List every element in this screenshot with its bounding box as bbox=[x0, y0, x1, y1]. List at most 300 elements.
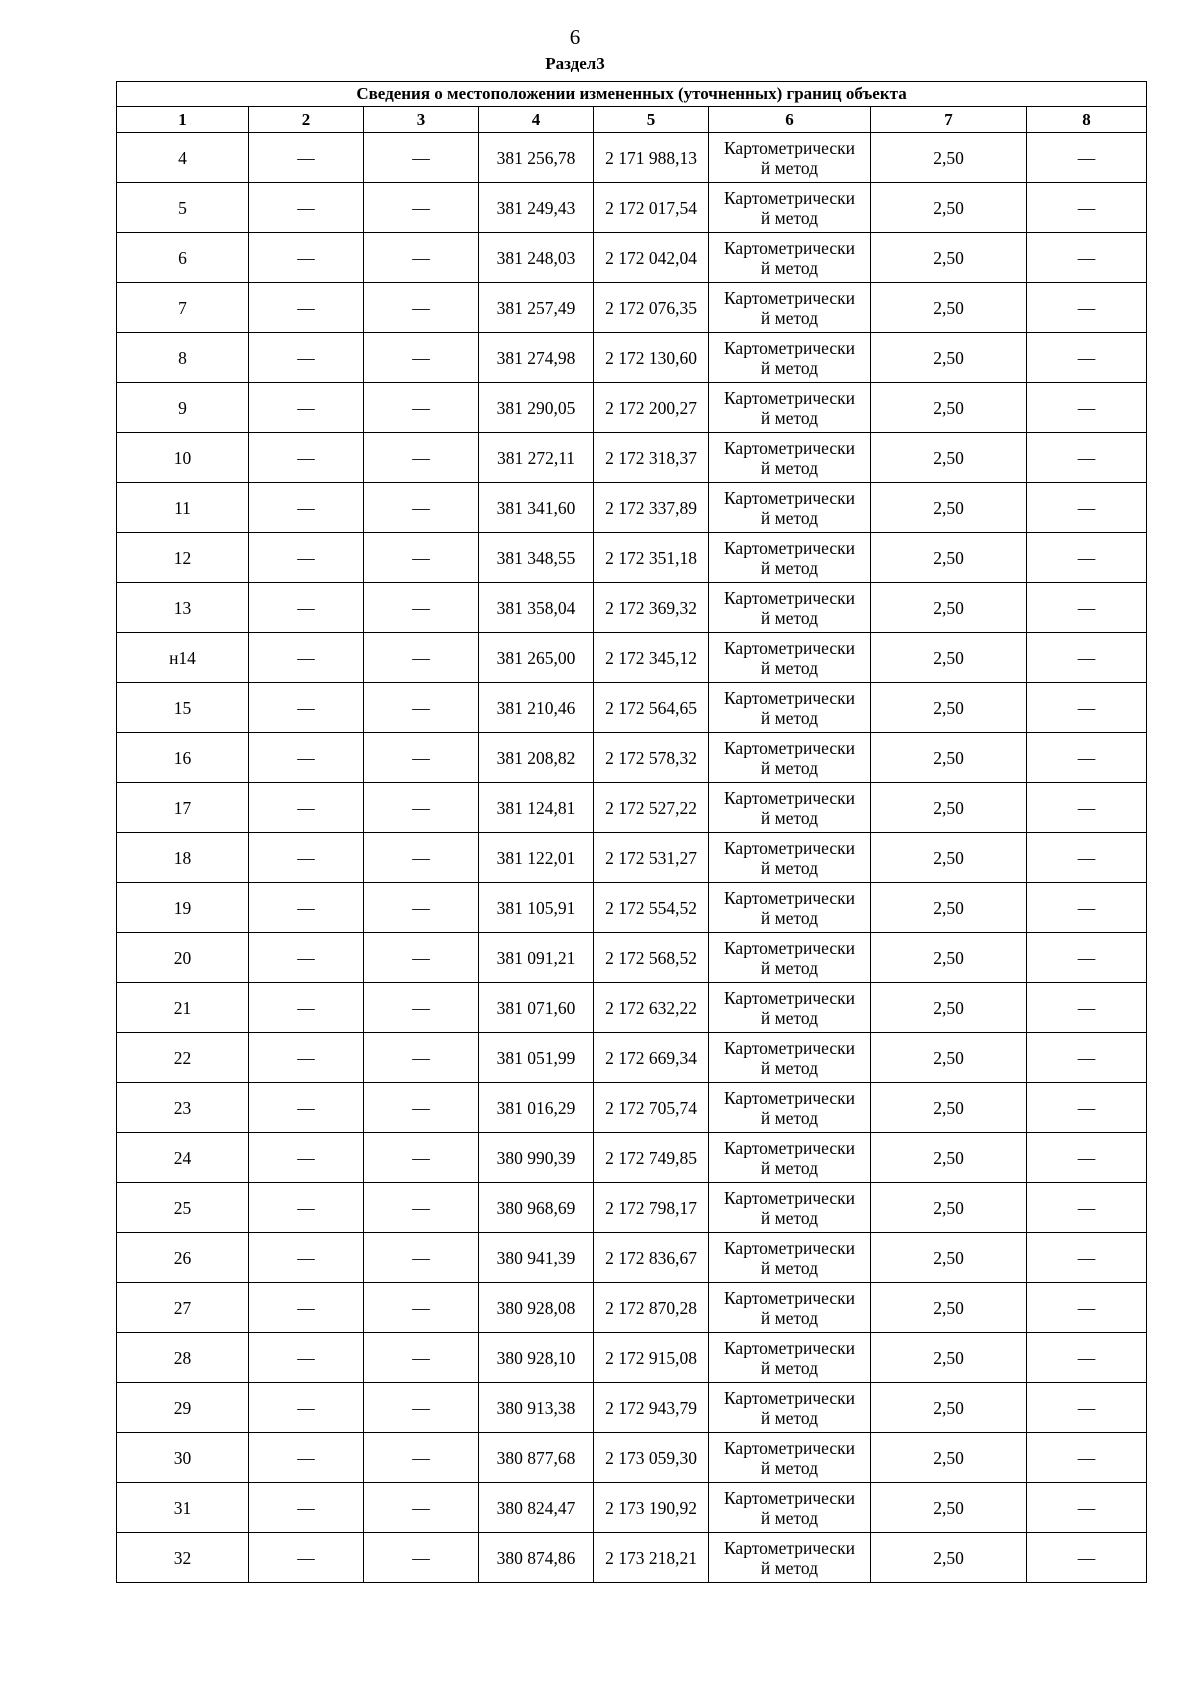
point-number-cell: н14 bbox=[117, 633, 249, 683]
method-line-2: й метод bbox=[760, 557, 819, 578]
col2-cell: — bbox=[249, 333, 364, 383]
col3-cell: — bbox=[364, 283, 479, 333]
point-number-cell: 10 bbox=[117, 433, 249, 483]
table-row bbox=[117, 183, 1147, 233]
coordinate-y-cell: 2 173 190,92 bbox=[594, 1483, 709, 1533]
method-cell bbox=[709, 533, 871, 583]
accuracy-cell: 2,50 bbox=[871, 333, 1027, 383]
method-line-2: й метод bbox=[760, 1307, 819, 1328]
col8-cell: — bbox=[1027, 583, 1147, 633]
accuracy-cell: 2,50 bbox=[871, 733, 1027, 783]
col8-cell: — bbox=[1027, 233, 1147, 283]
point-number-cell: 22 bbox=[117, 1033, 249, 1083]
coordinate-y-cell: 2 172 705,74 bbox=[594, 1083, 709, 1133]
method-line-2: й метод bbox=[760, 1257, 819, 1278]
col3-cell: — bbox=[364, 133, 479, 183]
col3-cell: — bbox=[364, 433, 479, 483]
method-line-1: Картометрически bbox=[723, 837, 856, 858]
point-number-cell: 13 bbox=[117, 583, 249, 633]
table-row bbox=[117, 783, 1147, 833]
col8-cell: — bbox=[1027, 433, 1147, 483]
accuracy-cell: 2,50 bbox=[871, 1033, 1027, 1083]
coordinate-y-cell: 2 172 915,08 bbox=[594, 1333, 709, 1383]
coordinate-y-cell: 2 172 836,67 bbox=[594, 1233, 709, 1283]
coordinate-x-cell: 380 928,10 bbox=[479, 1333, 594, 1383]
method-cell bbox=[709, 1233, 871, 1283]
accuracy-cell: 2,50 bbox=[871, 833, 1027, 883]
accuracy-cell: 2,50 bbox=[871, 1533, 1027, 1583]
col3-cell: — bbox=[364, 883, 479, 933]
col8-cell: — bbox=[1027, 383, 1147, 433]
col8-cell: — bbox=[1027, 283, 1147, 333]
accuracy-cell: 2,50 bbox=[871, 1083, 1027, 1133]
col8-cell: — bbox=[1027, 1233, 1147, 1283]
col8-cell: — bbox=[1027, 783, 1147, 833]
coordinate-y-cell: 2 172 798,17 bbox=[594, 1183, 709, 1233]
col3-cell: — bbox=[364, 233, 479, 283]
accuracy-cell: 2,50 bbox=[871, 383, 1027, 433]
method-cell bbox=[709, 1283, 871, 1333]
table-row bbox=[117, 1333, 1147, 1383]
method-cell bbox=[709, 283, 871, 333]
col3-cell: — bbox=[364, 1333, 479, 1383]
coordinate-y-cell: 2 172 578,32 bbox=[594, 733, 709, 783]
coordinate-y-cell: 2 172 943,79 bbox=[594, 1383, 709, 1433]
col3-cell: — bbox=[364, 1183, 479, 1233]
coordinate-y-cell: 2 172 042,04 bbox=[594, 233, 709, 283]
point-number-cell: 29 bbox=[117, 1383, 249, 1433]
column-number-2: 2 bbox=[249, 107, 364, 133]
method-line-1: Картометрически bbox=[723, 937, 856, 958]
col2-cell: — bbox=[249, 783, 364, 833]
col2-cell: — bbox=[249, 1283, 364, 1333]
coordinate-x-cell: 380 928,08 bbox=[479, 1283, 594, 1333]
accuracy-cell: 2,50 bbox=[871, 1183, 1027, 1233]
column-number-5: 5 bbox=[594, 107, 709, 133]
table-row bbox=[117, 683, 1147, 733]
method-line-2: й метод bbox=[760, 1107, 819, 1128]
col2-cell: — bbox=[249, 733, 364, 783]
method-cell bbox=[709, 1483, 871, 1533]
table-row bbox=[117, 1083, 1147, 1133]
method-cell bbox=[709, 783, 871, 833]
method-line-1: Картометрически bbox=[723, 687, 856, 708]
method-cell bbox=[709, 583, 871, 633]
accuracy-cell: 2,50 bbox=[871, 283, 1027, 333]
coordinate-y-cell: 2 172 632,22 bbox=[594, 983, 709, 1033]
col8-cell: — bbox=[1027, 533, 1147, 583]
col8-cell: — bbox=[1027, 133, 1147, 183]
table-row bbox=[117, 883, 1147, 933]
point-number-cell: 32 bbox=[117, 1533, 249, 1583]
method-cell bbox=[709, 1333, 871, 1383]
method-line-2: й метод bbox=[760, 907, 819, 928]
point-number-cell: 27 bbox=[117, 1283, 249, 1333]
method-line-1: Картометрически bbox=[723, 387, 856, 408]
method-cell bbox=[709, 933, 871, 983]
table-row bbox=[117, 483, 1147, 533]
method-line-1: Картометрически bbox=[723, 1487, 856, 1508]
coordinate-y-cell: 2 173 059,30 bbox=[594, 1433, 709, 1483]
method-cell bbox=[709, 1383, 871, 1433]
method-cell bbox=[709, 683, 871, 733]
accuracy-cell: 2,50 bbox=[871, 783, 1027, 833]
table-row bbox=[117, 233, 1147, 283]
point-number-cell: 21 bbox=[117, 983, 249, 1033]
method-line-1: Картометрически bbox=[723, 1087, 856, 1108]
col2-cell: — bbox=[249, 1133, 364, 1183]
coordinate-x-cell: 381 348,55 bbox=[479, 533, 594, 583]
point-number-cell: 23 bbox=[117, 1083, 249, 1133]
col2-cell: — bbox=[249, 1183, 364, 1233]
col2-cell: — bbox=[249, 483, 364, 533]
method-line-2: й метод bbox=[760, 407, 819, 428]
point-number-cell: 6 bbox=[117, 233, 249, 283]
col8-cell: — bbox=[1027, 1533, 1147, 1583]
col8-cell: — bbox=[1027, 1383, 1147, 1433]
table-row bbox=[117, 733, 1147, 783]
table-row bbox=[117, 1483, 1147, 1533]
table-row bbox=[117, 1233, 1147, 1283]
col8-cell: — bbox=[1027, 833, 1147, 883]
method-line-2: й метод bbox=[760, 1507, 819, 1528]
method-line-2: й метод bbox=[760, 957, 819, 978]
coordinate-y-cell: 2 172 531,27 bbox=[594, 833, 709, 883]
coordinate-y-cell: 2 172 749,85 bbox=[594, 1133, 709, 1183]
method-line-1: Картометрически bbox=[723, 987, 856, 1008]
method-line-1: Картометрически bbox=[723, 887, 856, 908]
col2-cell: — bbox=[249, 383, 364, 433]
coordinate-x-cell: 381 071,60 bbox=[479, 983, 594, 1033]
col3-cell: — bbox=[364, 1133, 479, 1183]
column-number-4: 4 bbox=[479, 107, 594, 133]
point-number-cell: 26 bbox=[117, 1233, 249, 1283]
point-number-cell: 18 bbox=[117, 833, 249, 883]
table-row bbox=[117, 1533, 1147, 1583]
point-number-cell: 17 bbox=[117, 783, 249, 833]
method-line-1: Картометрически bbox=[723, 237, 856, 258]
col3-cell: — bbox=[364, 1283, 479, 1333]
table-caption: Сведения о местоположении измененных (уточненных) границ объекта bbox=[117, 82, 1147, 107]
coordinate-y-cell: 2 172 669,34 bbox=[594, 1033, 709, 1083]
boundary-coordinates-table bbox=[116, 81, 1147, 1583]
table-row bbox=[117, 633, 1147, 683]
point-number-cell: 31 bbox=[117, 1483, 249, 1533]
method-line-1: Картометрически bbox=[723, 137, 856, 158]
method-line-1: Картометрически bbox=[723, 337, 856, 358]
method-cell bbox=[709, 483, 871, 533]
method-line-1: Картометрически bbox=[723, 1237, 856, 1258]
method-cell bbox=[709, 633, 871, 683]
accuracy-cell: 2,50 bbox=[871, 583, 1027, 633]
method-cell bbox=[709, 333, 871, 383]
col2-cell: — bbox=[249, 833, 364, 883]
page-number: 6 bbox=[569, 25, 581, 49]
point-number-cell: 24 bbox=[117, 1133, 249, 1183]
col2-cell: — bbox=[249, 1483, 364, 1533]
coordinate-x-cell: 381 122,01 bbox=[479, 833, 594, 883]
col8-cell: — bbox=[1027, 1183, 1147, 1233]
coordinate-x-cell: 381 248,03 bbox=[479, 233, 594, 283]
method-line-1: Картометрически bbox=[723, 737, 856, 758]
method-line-2: й метод bbox=[760, 257, 819, 278]
method-line-1: Картометрически bbox=[723, 1387, 856, 1408]
method-cell bbox=[709, 883, 871, 933]
accuracy-cell: 2,50 bbox=[871, 1283, 1027, 1333]
col2-cell: — bbox=[249, 133, 364, 183]
method-line-1: Картометрически bbox=[723, 1137, 856, 1158]
table-row bbox=[117, 833, 1147, 883]
table-row bbox=[117, 933, 1147, 983]
coordinate-x-cell: 380 874,86 bbox=[479, 1533, 594, 1583]
method-line-2: й метод bbox=[760, 807, 819, 828]
method-cell bbox=[709, 1533, 871, 1583]
method-line-1: Картометрически bbox=[723, 487, 856, 508]
table-row bbox=[117, 433, 1147, 483]
coordinate-x-cell: 380 990,39 bbox=[479, 1133, 594, 1183]
accuracy-cell: 2,50 bbox=[871, 483, 1027, 533]
coordinate-x-cell: 381 091,21 bbox=[479, 933, 594, 983]
col3-cell: — bbox=[364, 933, 479, 983]
col8-cell: — bbox=[1027, 1333, 1147, 1383]
coordinate-y-cell: 2 172 017,54 bbox=[594, 183, 709, 233]
point-number-cell: 28 bbox=[117, 1333, 249, 1383]
method-line-1: Картометрически bbox=[723, 787, 856, 808]
col3-cell: — bbox=[364, 533, 479, 583]
table-row bbox=[117, 983, 1147, 1033]
coordinate-x-cell: 380 877,68 bbox=[479, 1433, 594, 1483]
table-caption-row bbox=[117, 82, 1147, 107]
col2-cell: — bbox=[249, 683, 364, 733]
col2-cell: — bbox=[249, 883, 364, 933]
method-cell bbox=[709, 1133, 871, 1183]
coordinate-x-cell: 381 274,98 bbox=[479, 333, 594, 383]
col8-cell: — bbox=[1027, 1283, 1147, 1333]
coordinate-x-cell: 381 272,11 bbox=[479, 433, 594, 483]
accuracy-cell: 2,50 bbox=[871, 1133, 1027, 1183]
table-body bbox=[117, 133, 1147, 1583]
method-line-2: й метод bbox=[760, 157, 819, 178]
col3-cell: — bbox=[364, 683, 479, 733]
col8-cell: — bbox=[1027, 733, 1147, 783]
coordinate-x-cell: 381 265,00 bbox=[479, 633, 594, 683]
method-line-2: й метод bbox=[760, 507, 819, 528]
point-number-cell: 30 bbox=[117, 1433, 249, 1483]
coordinate-x-cell: 381 341,60 bbox=[479, 483, 594, 533]
column-number-8: 8 bbox=[1027, 107, 1147, 133]
method-line-1: Картометрически bbox=[723, 1337, 856, 1358]
col8-cell: — bbox=[1027, 683, 1147, 733]
coordinate-x-cell: 380 968,69 bbox=[479, 1183, 594, 1233]
coordinate-x-cell: 380 824,47 bbox=[479, 1483, 594, 1533]
method-line-1: Картометрически bbox=[723, 587, 856, 608]
col8-cell: — bbox=[1027, 483, 1147, 533]
col8-cell: — bbox=[1027, 333, 1147, 383]
point-number-cell: 19 bbox=[117, 883, 249, 933]
col3-cell: — bbox=[364, 983, 479, 1033]
method-cell bbox=[709, 433, 871, 483]
col8-cell: — bbox=[1027, 633, 1147, 683]
coordinate-x-cell: 381 124,81 bbox=[479, 783, 594, 833]
method-line-1: Картометрически bbox=[723, 287, 856, 308]
col8-cell: — bbox=[1027, 883, 1147, 933]
method-line-1: Картометрически bbox=[723, 537, 856, 558]
point-number-cell: 11 bbox=[117, 483, 249, 533]
col8-cell: — bbox=[1027, 1083, 1147, 1133]
col8-cell: — bbox=[1027, 1033, 1147, 1083]
table-row bbox=[117, 1283, 1147, 1333]
coordinate-x-cell: 381 051,99 bbox=[479, 1033, 594, 1083]
coordinate-y-cell: 2 172 200,27 bbox=[594, 383, 709, 433]
method-line-1: Картометрически bbox=[723, 637, 856, 658]
method-line-1: Картометрически bbox=[723, 1287, 856, 1308]
point-number-cell: 20 bbox=[117, 933, 249, 983]
method-line-2: й метод bbox=[760, 1157, 819, 1178]
col2-cell: — bbox=[249, 933, 364, 983]
method-line-1: Картометрически bbox=[723, 1037, 856, 1058]
method-cell bbox=[709, 383, 871, 433]
coordinate-y-cell: 2 173 218,21 bbox=[594, 1533, 709, 1583]
method-cell bbox=[709, 1183, 871, 1233]
column-number-6: 6 bbox=[709, 107, 871, 133]
point-number-cell: 16 bbox=[117, 733, 249, 783]
coordinate-y-cell: 2 172 870,28 bbox=[594, 1283, 709, 1333]
col8-cell: — bbox=[1027, 933, 1147, 983]
table-row bbox=[117, 283, 1147, 333]
table-row bbox=[117, 383, 1147, 433]
col3-cell: — bbox=[364, 333, 479, 383]
coordinate-x-cell: 381 210,46 bbox=[479, 683, 594, 733]
accuracy-cell: 2,50 bbox=[871, 133, 1027, 183]
table-row bbox=[117, 1033, 1147, 1083]
method-line-2: й метод bbox=[760, 1207, 819, 1228]
accuracy-cell: 2,50 bbox=[871, 1233, 1027, 1283]
col2-cell: — bbox=[249, 533, 364, 583]
col2-cell: — bbox=[249, 183, 364, 233]
method-line-1: Картометрически bbox=[723, 187, 856, 208]
coordinate-x-cell: 381 256,78 bbox=[479, 133, 594, 183]
point-number-cell: 25 bbox=[117, 1183, 249, 1233]
accuracy-cell: 2,50 bbox=[871, 1383, 1027, 1433]
coordinate-y-cell: 2 172 130,60 bbox=[594, 333, 709, 383]
accuracy-cell: 2,50 bbox=[871, 1433, 1027, 1483]
method-line-2: й метод bbox=[760, 207, 819, 228]
coordinate-y-cell: 2 172 318,37 bbox=[594, 433, 709, 483]
table-row bbox=[117, 533, 1147, 583]
col2-cell: — bbox=[249, 1233, 364, 1283]
method-cell bbox=[709, 983, 871, 1033]
accuracy-cell: 2,50 bbox=[871, 883, 1027, 933]
point-number-cell: 9 bbox=[117, 383, 249, 433]
method-line-1: Картометрически bbox=[723, 1537, 856, 1558]
col2-cell: — bbox=[249, 1433, 364, 1483]
coordinate-y-cell: 2 172 351,18 bbox=[594, 533, 709, 583]
col3-cell: — bbox=[364, 583, 479, 633]
method-cell bbox=[709, 1083, 871, 1133]
coordinate-y-cell: 2 172 554,52 bbox=[594, 883, 709, 933]
coordinate-x-cell: 380 913,38 bbox=[479, 1383, 594, 1433]
accuracy-cell: 2,50 bbox=[871, 983, 1027, 1033]
column-number-row bbox=[117, 107, 1147, 133]
coordinate-x-cell: 380 941,39 bbox=[479, 1233, 594, 1283]
col2-cell: — bbox=[249, 583, 364, 633]
col8-cell: — bbox=[1027, 1133, 1147, 1183]
table-row bbox=[117, 583, 1147, 633]
accuracy-cell: 2,50 bbox=[871, 1333, 1027, 1383]
coordinate-y-cell: 2 172 076,35 bbox=[594, 283, 709, 333]
accuracy-cell: 2,50 bbox=[871, 933, 1027, 983]
method-line-1: Картометрически bbox=[723, 1187, 856, 1208]
col8-cell: — bbox=[1027, 983, 1147, 1033]
point-number-cell: 8 bbox=[117, 333, 249, 383]
col2-cell: — bbox=[249, 983, 364, 1033]
col3-cell: — bbox=[364, 1433, 479, 1483]
method-cell bbox=[709, 133, 871, 183]
method-line-2: й метод bbox=[760, 1057, 819, 1078]
accuracy-cell: 2,50 bbox=[871, 233, 1027, 283]
coordinate-y-cell: 2 172 564,65 bbox=[594, 683, 709, 733]
coordinate-x-cell: 381 105,91 bbox=[479, 883, 594, 933]
col3-cell: — bbox=[364, 633, 479, 683]
col2-cell: — bbox=[249, 1383, 364, 1433]
method-line-2: й метод bbox=[760, 607, 819, 628]
table-row bbox=[117, 1133, 1147, 1183]
col3-cell: — bbox=[364, 1083, 479, 1133]
table-row bbox=[117, 1433, 1147, 1483]
method-line-2: й метод bbox=[760, 457, 819, 478]
coordinate-x-cell: 381 249,43 bbox=[479, 183, 594, 233]
col2-cell: — bbox=[249, 1333, 364, 1383]
col2-cell: — bbox=[249, 1083, 364, 1133]
col3-cell: — bbox=[364, 1383, 479, 1433]
method-line-2: й метод bbox=[760, 757, 819, 778]
method-line-2: й метод bbox=[760, 657, 819, 678]
method-cell bbox=[709, 183, 871, 233]
point-number-cell: 5 bbox=[117, 183, 249, 233]
method-line-2: й метод bbox=[760, 307, 819, 328]
accuracy-cell: 2,50 bbox=[871, 533, 1027, 583]
column-number-3: 3 bbox=[364, 107, 479, 133]
method-line-2: й метод bbox=[760, 1357, 819, 1378]
coordinate-y-cell: 2 172 345,12 bbox=[594, 633, 709, 683]
col3-cell: — bbox=[364, 1233, 479, 1283]
table-row bbox=[117, 333, 1147, 383]
col2-cell: — bbox=[249, 1033, 364, 1083]
coordinate-y-cell: 2 171 988,13 bbox=[594, 133, 709, 183]
col2-cell: — bbox=[249, 1533, 364, 1583]
col3-cell: — bbox=[364, 1533, 479, 1583]
table-row bbox=[117, 1183, 1147, 1233]
table-row bbox=[117, 1383, 1147, 1433]
accuracy-cell: 2,50 bbox=[871, 633, 1027, 683]
col3-cell: — bbox=[364, 783, 479, 833]
method-line-2: й метод bbox=[760, 1407, 819, 1428]
col3-cell: — bbox=[364, 383, 479, 433]
coordinate-y-cell: 2 172 337,89 bbox=[594, 483, 709, 533]
point-number-cell: 7 bbox=[117, 283, 249, 333]
coordinate-y-cell: 2 172 568,52 bbox=[594, 933, 709, 983]
col2-cell: — bbox=[249, 283, 364, 333]
method-line-1: Картометрически bbox=[723, 1437, 856, 1458]
col3-cell: — bbox=[364, 1483, 479, 1533]
col8-cell: — bbox=[1027, 1483, 1147, 1533]
col2-cell: — bbox=[249, 233, 364, 283]
col3-cell: — bbox=[364, 483, 479, 533]
method-line-1: Картометрически bbox=[723, 437, 856, 458]
accuracy-cell: 2,50 bbox=[871, 683, 1027, 733]
column-number-7: 7 bbox=[871, 107, 1027, 133]
col3-cell: — bbox=[364, 733, 479, 783]
